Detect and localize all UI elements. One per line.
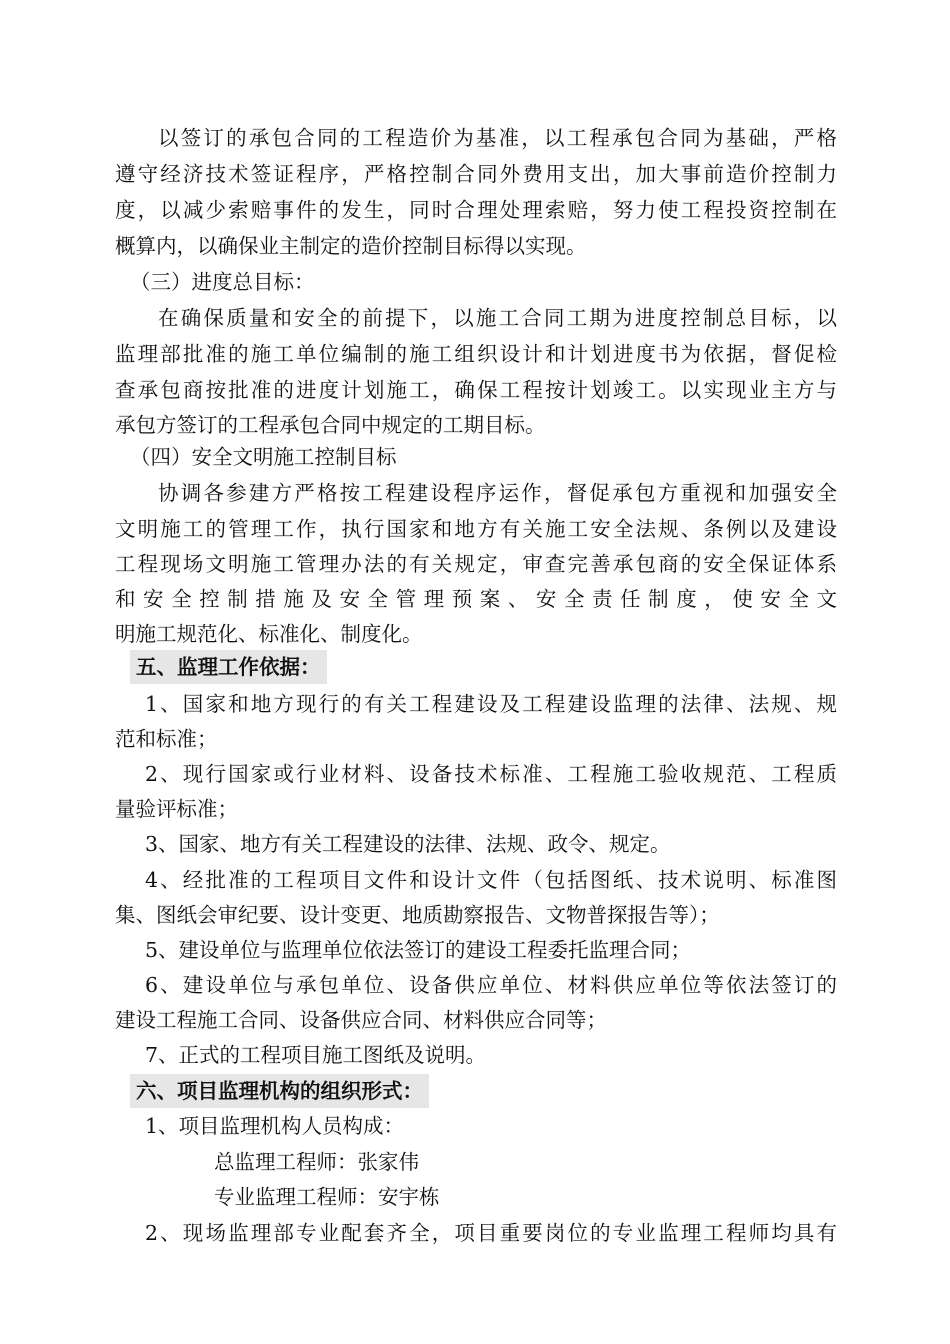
cost-target-line-4: 概算内，以确保业主制定的造价控制目标得以实现。 bbox=[115, 234, 587, 258]
safety-heading: （四）安全文明施工控制目标 bbox=[130, 445, 397, 469]
schedule-target-line-1: 在确保质量和安全的前提下，以施工合同工期为进度控制总目标，以 bbox=[158, 306, 837, 330]
cost-target-line-3: 度，以减少索赔事件的发生，同时合理处理索赔，努力使工程投资控制在 bbox=[115, 198, 837, 222]
cost-target-line-1: 以签订的承包合同的工程造价为基准，以工程承包合同为基础，严格 bbox=[158, 126, 837, 150]
section5-item-5: 5、建设单位与监理单位依法签订的建设工程委托监理合同； bbox=[145, 938, 692, 962]
section5-item-1a: 1、国家和地方现行的有关工程建设及工程建设监理的法律、法规、规 bbox=[145, 692, 837, 716]
section5-item-2a: 2、现行国家或行业材料、设备技术标准、工程施工验收规范、工程质 bbox=[145, 762, 837, 786]
section5-heading: 五、监理工作依据： bbox=[130, 650, 327, 684]
safety-target-line-3: 工程现场文明施工管理办法的有关规定，审查完善承包商的安全保证体系 bbox=[115, 552, 837, 576]
section5-item-4a: 4、经批准的工程项目文件和设计文件（包括图纸、技术说明、标准图 bbox=[145, 868, 837, 892]
schedule-target-line-2: 监理部批准的施工单位编制的施工组织设计和计划进度书为依据，督促检 bbox=[115, 342, 837, 366]
section5-item-3: 3、国家、地方有关工程建设的法律、法规、政令、规定。 bbox=[145, 832, 671, 856]
safety-target-line-5: 明施工规范化、标准化、制度化。 bbox=[115, 622, 423, 646]
safety-target-line-1: 协调各参建方严格按工程建设程序运作，督促承包方重视和加强安全 bbox=[158, 481, 837, 505]
schedule-target-line-3: 查承包商按批准的进度计划施工，确保工程按计划竣工。以实现业主方与 bbox=[115, 378, 837, 402]
chief-engineer-line: 总监理工程师：张家伟 bbox=[214, 1150, 419, 1174]
section6-item-2: 2、现场监理部专业配套齐全，项目重要岗位的专业监理工程师均具有 bbox=[145, 1221, 837, 1245]
schedule-target-line-4: 承包方签订的工程承包合同中规定的工期目标。 bbox=[115, 413, 546, 437]
section6-item-1: 1、项目监理机构人员构成： bbox=[145, 1114, 405, 1138]
cost-target-line-2: 遵守经济技术签证程序，严格控制合同外费用支出，加大事前造价控制力 bbox=[115, 162, 837, 186]
specialist-engineer-line: 专业监理工程师：安宇栋 bbox=[214, 1185, 440, 1209]
section5-item-2b: 量验评标准； bbox=[115, 797, 238, 821]
section6-heading: 六、项目监理机构的组织形式： bbox=[130, 1074, 429, 1108]
schedule-heading: （三）进度总目标： bbox=[130, 270, 315, 294]
section5-item-4b: 集、图纸会审纪要、设计变更、地质勘察报告、文物普探报告等）； bbox=[115, 903, 720, 927]
section5-item-6b: 建设工程施工合同、设备供应合同、材料供应合同等； bbox=[115, 1008, 607, 1032]
safety-target-line-2: 文明施工的管理工作，执行国家和地方有关施工安全法规、条例以及建设 bbox=[115, 517, 837, 541]
section5-item-6a: 6、建设单位与承包单位、设备供应单位、材料供应单位等依法签订的 bbox=[145, 973, 837, 997]
section5-item-1b: 范和标准； bbox=[115, 727, 218, 751]
section5-item-7: 7、正式的工程项目施工图纸及说明。 bbox=[145, 1043, 487, 1067]
safety-target-line-4: 和安全控制措施及安全管理预案、安全责任制度，使安全文 bbox=[115, 587, 837, 611]
